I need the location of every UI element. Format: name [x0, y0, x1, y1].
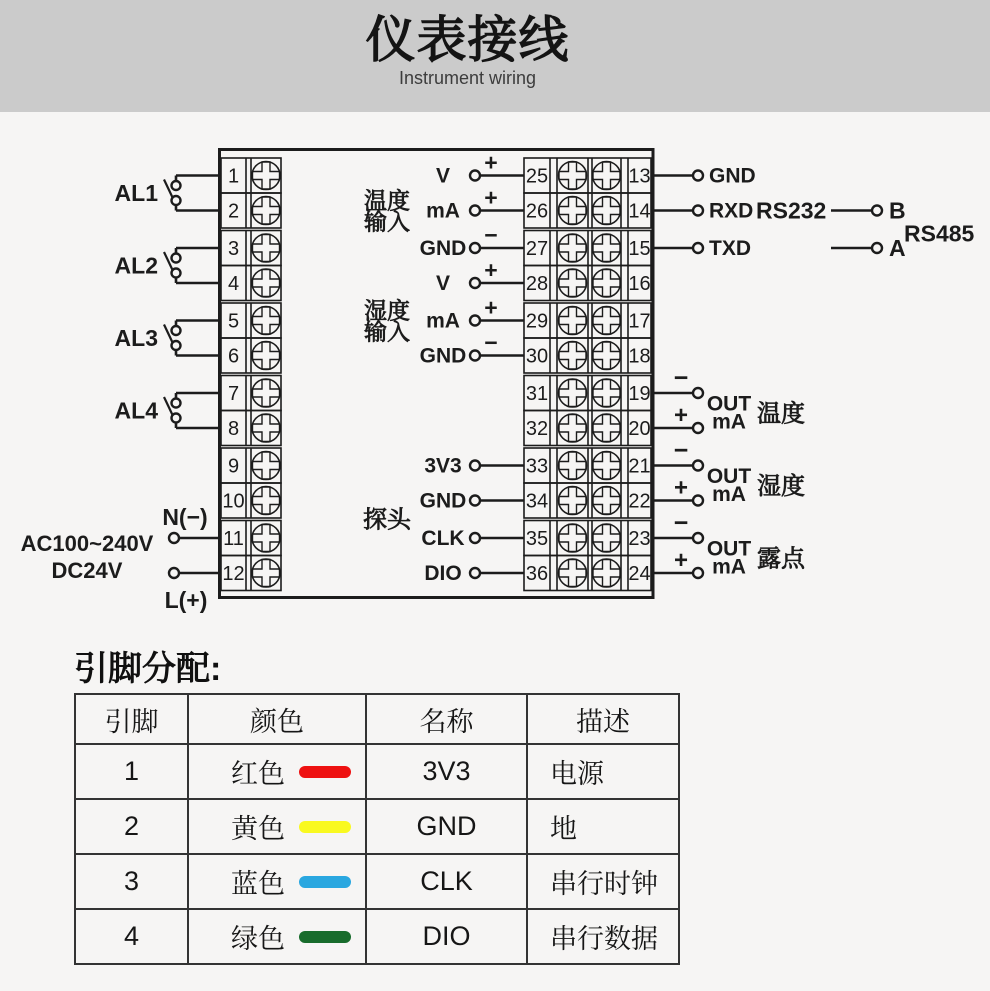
cell-desc: 串行数据 [527, 909, 679, 964]
screw-terminal-icon [593, 524, 621, 552]
terminal-9 [221, 448, 281, 483]
pin-label: GND [419, 344, 467, 368]
cell-name: GND [366, 799, 527, 854]
screw-terminal-icon [252, 342, 280, 370]
rs485-wire-label: A [889, 235, 906, 261]
terminal-number: 22 [628, 490, 651, 513]
out-label: OUT [706, 392, 752, 416]
input-group-1 [363, 257, 524, 368]
pin-label: RXD [709, 199, 754, 223]
contact-dot-icon [172, 326, 181, 335]
terminal-number: 31 [525, 383, 549, 405]
connector-dot-icon [470, 206, 480, 216]
terminal-3 [221, 231, 281, 266]
terminal-number: 19 [628, 383, 651, 405]
line-label: L(+) [164, 587, 208, 613]
terminal-number: 12 [222, 563, 245, 585]
output-group-2 [653, 509, 806, 579]
terminal-number: 4 [227, 273, 240, 295]
screw-terminal-icon [252, 269, 280, 297]
color-name: 红色 [231, 759, 285, 789]
column-header-3: 描述 [527, 694, 679, 744]
polarity-sign: − [673, 364, 689, 392]
terminal-10 [221, 483, 281, 518]
group-title: 探头 [363, 506, 411, 534]
pin-label: TXD [709, 237, 751, 260]
connector-dot-icon [470, 461, 480, 471]
terminal-number: 10 [222, 490, 245, 513]
terminal-6 [221, 338, 281, 373]
terminal-number: 33 [525, 455, 549, 478]
terminal-12 [221, 556, 281, 591]
screw-terminal-icon [593, 342, 621, 370]
screw-terminal-icon [593, 452, 621, 480]
terminal-number: 27 [525, 238, 549, 260]
screw-terminal-icon [559, 307, 587, 335]
terminal-number: 30 [525, 345, 549, 368]
group-title: 输入 [364, 318, 410, 345]
screw-terminal-icon [252, 414, 280, 442]
rs232-label: RS232 [756, 197, 827, 224]
column-header-2: 名称 [366, 694, 527, 744]
terminal-number: 11 [223, 528, 244, 550]
color-name: 绿色 [231, 924, 285, 954]
screw-terminal-icon [252, 234, 280, 262]
terminal-number: 23 [628, 528, 651, 550]
out-label: OUT [706, 465, 752, 488]
neutral-label: N(−) [162, 504, 208, 530]
screw-terminal-icon [559, 162, 587, 190]
polarity-sign: + [484, 149, 498, 176]
unit-label: mA [712, 555, 746, 579]
column-header-1: 颜色 [188, 694, 366, 744]
output-name: 湿度 [757, 473, 805, 500]
contact-dot-icon [172, 254, 181, 263]
polarity-sign: + [484, 257, 498, 283]
output-name: 温度 [757, 400, 805, 428]
connector-dot-icon [169, 533, 179, 543]
pin-label: GND [419, 237, 467, 260]
terminal-number: 24 [628, 563, 651, 585]
rs485-label: RS485 [904, 220, 975, 247]
screw-terminal-icon [559, 524, 587, 552]
screw-terminal-icon [559, 452, 587, 480]
contact-dot-icon [172, 399, 181, 408]
screw-terminal-icon [593, 487, 621, 515]
screw-terminal-icon [593, 234, 621, 262]
connector-dot-icon [693, 388, 703, 398]
screw-terminal-icon [593, 162, 621, 190]
terminal-number: 34 [525, 490, 549, 513]
group-title: 湿度 [364, 297, 410, 324]
terminal-number: 17 [628, 310, 651, 333]
connector-dot-icon [470, 243, 480, 253]
terminal-7 [221, 376, 281, 411]
cell-name: 3V3 [366, 744, 527, 799]
unit-label: mA [712, 483, 746, 506]
cell-pin: 4 [75, 909, 188, 964]
polarity-sign: + [484, 184, 498, 211]
cell-pin: 3 [75, 854, 188, 909]
terminal-8 [221, 411, 281, 446]
terminal-26-14 [524, 193, 651, 228]
connector-dot-icon [693, 171, 703, 181]
pin-label: mA [426, 199, 460, 223]
cell-pin: 1 [75, 744, 188, 799]
screw-terminal-icon [252, 162, 280, 190]
power-supply [21, 504, 221, 613]
screw-terminal-icon [593, 197, 621, 225]
output-group-0 [653, 364, 805, 434]
color-name: 蓝色 [231, 869, 285, 899]
pin-label: mA [426, 309, 460, 333]
alarm-contact-AL3 [115, 321, 221, 356]
color-swatch-icon [299, 766, 351, 778]
terminal-number: 26 [525, 200, 549, 223]
alarm-label: AL4 [114, 397, 158, 424]
alarm-contact-AL1 [115, 176, 221, 211]
pin-label: GND [709, 164, 756, 188]
supply-voltage-label: AC100~240V [20, 531, 154, 556]
probe-group [363, 455, 524, 586]
pin-label: V [435, 164, 451, 188]
table-row [75, 854, 679, 909]
terminal-number: 25 [525, 165, 549, 188]
screw-terminal-icon [559, 559, 587, 587]
terminal-number: 14 [628, 200, 651, 223]
page-subtitle: Instrument wiring [398, 68, 537, 88]
cell-desc: 串行时钟 [527, 854, 679, 909]
terminal-number: 16 [628, 273, 651, 295]
screw-terminal-icon [252, 379, 280, 407]
cell-name: DIO [366, 909, 527, 964]
terminal-number: 32 [525, 418, 549, 440]
cell-desc: 地 [527, 799, 679, 854]
alarm-contact-AL4 [115, 393, 221, 428]
alarm-label: AL2 [114, 252, 158, 279]
polarity-sign: − [673, 436, 689, 465]
output-group-1 [653, 437, 805, 507]
connector-dot-icon [693, 243, 703, 253]
connector-dot-icon [470, 533, 480, 543]
connector-dot-icon [693, 461, 703, 471]
pin-assignment-table [74, 693, 680, 965]
connector-dot-icon [470, 568, 480, 578]
table-row [75, 799, 679, 854]
unit-label: mA [712, 410, 746, 434]
terminal-32-20 [524, 411, 651, 446]
table-head [75, 694, 679, 744]
pin-label: 3V3 [424, 454, 462, 478]
output-name: 露点 [757, 545, 805, 573]
terminal-31-19 [524, 376, 651, 411]
screw-terminal-icon [252, 524, 280, 552]
terminal-33-21 [524, 448, 651, 483]
terminal-number: 35 [525, 528, 549, 550]
terminal-29-17 [524, 303, 651, 338]
screw-terminal-icon [252, 559, 280, 587]
connector-dot-icon [693, 423, 703, 433]
screw-terminal-icon [559, 197, 587, 225]
terminal-34-22 [524, 483, 651, 518]
terminal-number: 15 [628, 238, 651, 260]
polarity-sign: − [484, 222, 498, 248]
terminal-35-23 [524, 521, 651, 556]
pin-label: GND [419, 489, 467, 513]
screw-terminal-icon [593, 414, 621, 442]
connector-dot-icon [470, 351, 480, 361]
out-label: OUT [706, 537, 752, 561]
connector-dot-icon [693, 206, 703, 216]
screw-terminal-icon [559, 342, 587, 370]
terminal-number: 13 [628, 165, 651, 188]
cell-color [189, 807, 365, 846]
terminal-number: 6 [227, 345, 240, 368]
terminal-2 [221, 193, 281, 228]
comm-group [653, 165, 975, 262]
connector-dot-icon [872, 243, 882, 253]
alarm-contact-AL2 [115, 248, 221, 283]
screw-terminal-icon [593, 379, 621, 407]
polarity-sign: + [484, 294, 498, 321]
screw-terminal-icon [559, 414, 587, 442]
screw-terminal-icon [593, 307, 621, 335]
terminal-number: 29 [525, 310, 549, 333]
table-row [75, 909, 679, 964]
connector-dot-icon [169, 568, 179, 578]
connector-dot-icon [872, 206, 882, 216]
cell-desc: 电源 [527, 744, 679, 799]
supply-voltage-label: DC24V [51, 558, 123, 583]
terminal-number: 2 [227, 200, 240, 223]
screw-terminal-icon [559, 269, 587, 297]
pin-assignment-heading: 引脚分配: [74, 650, 222, 688]
color-name: 黄色 [231, 814, 285, 844]
terminal-28-16 [524, 266, 651, 301]
polarity-sign: + [673, 547, 689, 574]
pin-label: CLK [421, 527, 465, 550]
pin-label: DIO [424, 562, 462, 585]
connector-dot-icon [693, 496, 703, 506]
table-header-row [75, 694, 679, 744]
cell-color [189, 862, 365, 901]
polarity-sign: + [673, 474, 689, 502]
pin-label: V [435, 272, 451, 295]
connector-dot-icon [470, 278, 480, 288]
group-title: 输入 [364, 208, 410, 235]
terminal-30-18 [524, 338, 651, 373]
cell-color [189, 752, 365, 791]
screw-terminal-icon [593, 269, 621, 297]
screw-terminal-icon [252, 197, 280, 225]
table-row [75, 744, 679, 799]
page-title: 仪表接线 [365, 12, 570, 68]
connector-dot-icon [470, 316, 480, 326]
color-swatch-icon [299, 876, 351, 888]
contact-dot-icon [172, 181, 181, 190]
terminal-number: 18 [628, 345, 651, 368]
terminal-36-24 [524, 556, 651, 591]
terminal-number: 36 [525, 563, 549, 585]
color-swatch-icon [299, 931, 351, 943]
group-title: 温度 [364, 187, 410, 214]
screw-terminal-icon [559, 234, 587, 262]
alarm-label: AL1 [114, 180, 158, 206]
terminal-number: 20 [628, 418, 651, 440]
terminal-number: 28 [525, 273, 549, 295]
alarm-label: AL3 [114, 325, 158, 351]
screw-terminal-icon [559, 487, 587, 515]
rs485-wire-label: B [889, 197, 906, 224]
color-swatch-icon [299, 821, 351, 833]
connector-dot-icon [470, 496, 480, 506]
terminal-11 [221, 521, 281, 556]
terminal-number: 21 [628, 455, 651, 478]
terminal-4 [221, 266, 281, 301]
polarity-sign: − [673, 509, 689, 537]
connector-dot-icon [693, 568, 703, 578]
terminal-number: 7 [227, 383, 240, 405]
polarity-sign: − [484, 329, 498, 356]
cell-pin: 2 [75, 799, 188, 854]
column-header-0: 引脚 [75, 694, 188, 744]
screw-terminal-icon [252, 487, 280, 515]
cell-name: CLK [366, 854, 527, 909]
screw-terminal-icon [559, 379, 587, 407]
terminal-number: 5 [227, 310, 240, 333]
input-group-0 [363, 150, 524, 261]
screw-terminal-icon [593, 559, 621, 587]
terminal-1 [221, 158, 281, 193]
screw-terminal-icon [252, 307, 280, 335]
screw-terminal-icon [252, 452, 280, 480]
polarity-sign: + [673, 402, 689, 429]
terminal-25-13 [524, 158, 651, 193]
terminal-number: 3 [227, 238, 240, 260]
terminal-5 [221, 303, 281, 338]
terminal-number: 9 [227, 455, 240, 478]
connector-dot-icon [470, 171, 480, 181]
cell-color [189, 917, 365, 956]
terminal-number: 8 [227, 418, 240, 440]
connector-dot-icon [693, 533, 703, 543]
terminal-number: 1 [227, 165, 240, 188]
terminal-27-15 [524, 231, 651, 266]
